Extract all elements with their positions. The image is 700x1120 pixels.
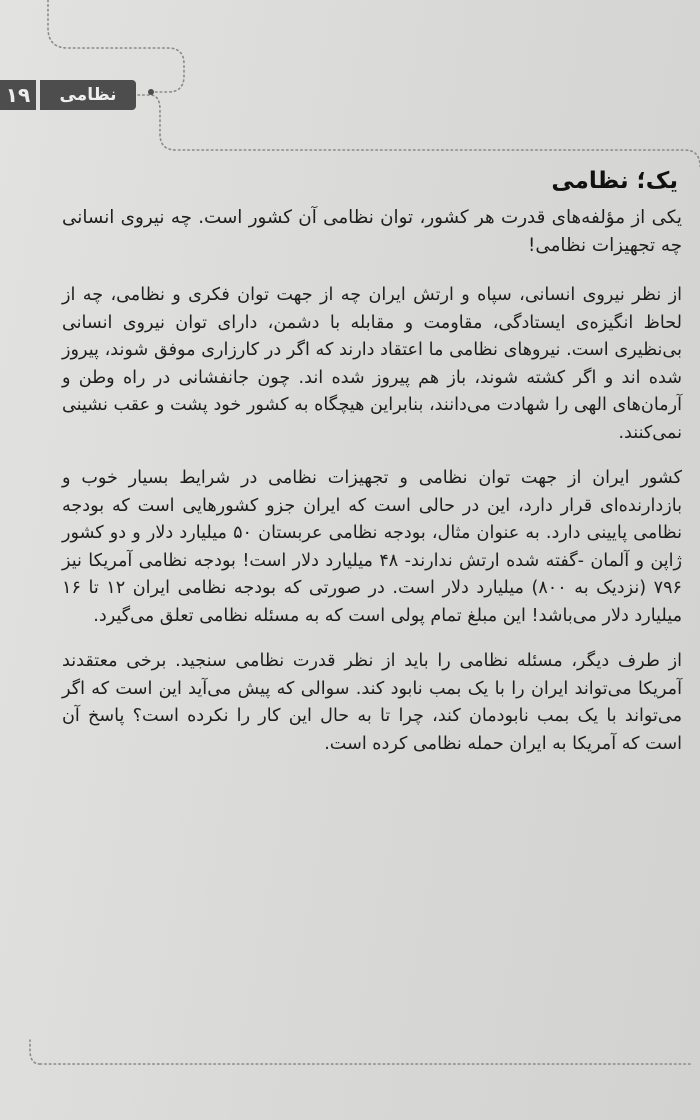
section-body bbox=[62, 168, 682, 758]
running-header bbox=[0, 80, 140, 110]
page-number: ۱۹ bbox=[0, 80, 36, 110]
paragraph-human-force: از نظر نیروی انسانی، سپاه و ارتش ایران چه از جهت توان فکری و نظامی، چه از لحاظ انگیزه‌ی ایستادگی، مقاومت و مقابله با دشمن، دارای توان نیروی انسانی بی‌نظیری است. نیروهای نظامی ما اعتقاد دارند که اگر در کارزاری موفق شوند، پیروز شده اند و اگر کشته شوند، باز هم پیروز شده اند. چون جانفشانی در راه وطن و آرمان‌های الهی را شهادت می‌دانند، بنابراین هیچگاه به کشور خود پشت و عقب نشینی نمی‌کنند. bbox=[62, 285, 682, 443]
section-label: نظامی bbox=[40, 80, 136, 110]
paragraph-intro: یکی از مؤلفه‌های قدرت هر کشور، توان نظامی آن کشور است. چه نیروی انسانی چه تجهیزات نظامی! bbox=[62, 207, 682, 256]
paragraph-military-power: از طرف دیگر، مسئله نظامی را باید از نظر قدرت نظامی سنجید. برخی معتقدند آمریکا می‌تواند ایران را با یک بمب نابود کند. سوالی که پیش می‌آید این است که اگر می‌تواند با یک بمب نابودمان کند، چرا تا به حال این کار را نکرده است؟ پاسخ آن است که آمریکا به ایران حمله نظامی کرده است. bbox=[62, 651, 682, 754]
paragraph-military-budget: کشور ایران از جهت توان نظامی و تجهیزات نظامی در شرایط بسیار خوب و بازدارنده‌ای قرار دارد، این در حالی است که ایران جزو کشورهایی است که بودجه نظامی پایینی دارد. به عنوان مثال، بودجه نظامی عربستان ۵۰ میلیارد دلار و دو کشور ژاپن و آلمان -گفته شده ارتش ندارند- ۴۸ میلیارد دلار است! بودجه نظامی آمریکا نیز ۷۹۶ (نزدیک به ۸۰۰) میلیارد دلار است. در صورتی که بودجه نظامی ایران ۱۲ تا ۱۶ میلیارد دلار می‌باشد! این مبلغ تمام پولی است که به مسئله نظامی تعلق می‌گیرد. bbox=[62, 468, 683, 626]
section-title: یک؛ نظامی bbox=[551, 168, 678, 194]
